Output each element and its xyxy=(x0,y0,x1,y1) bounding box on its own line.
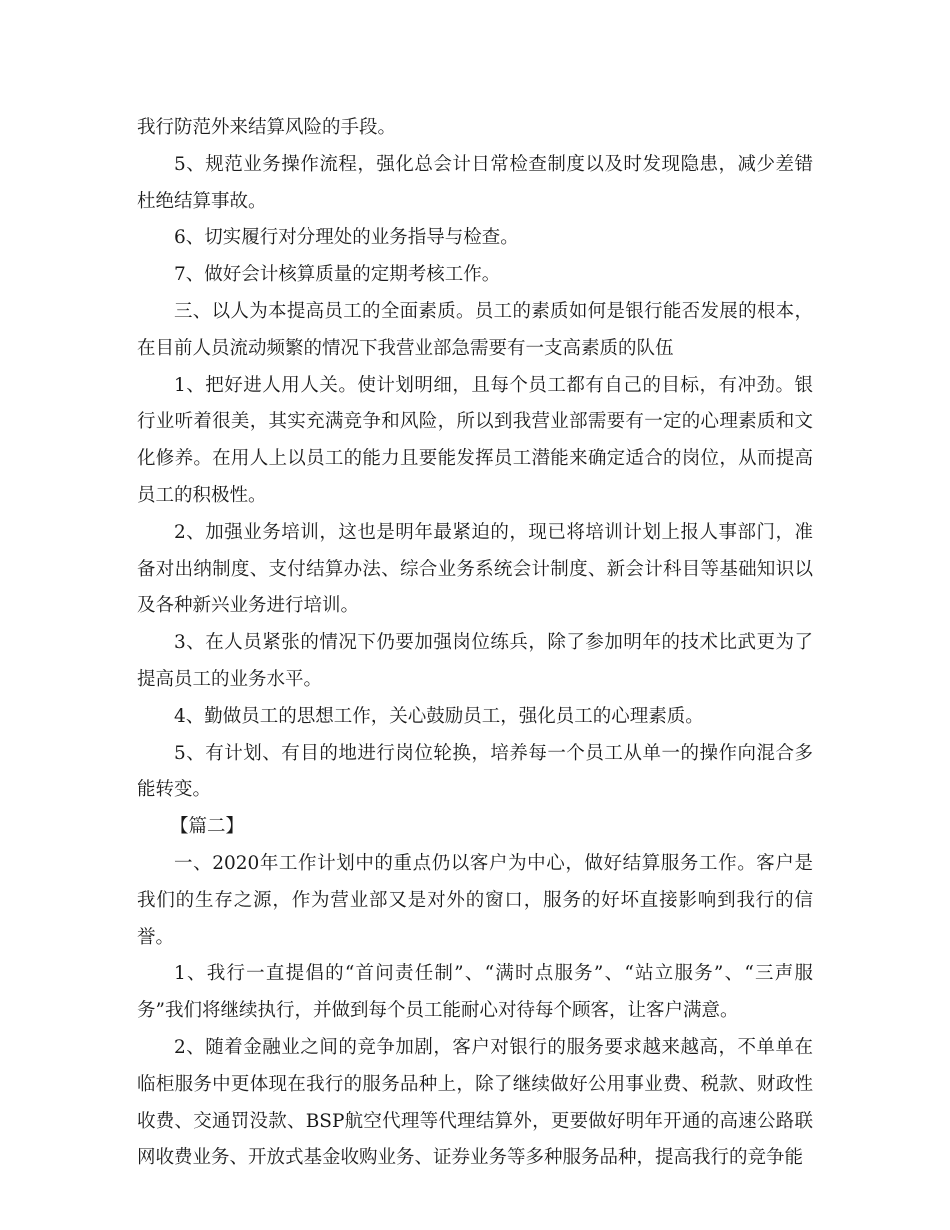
paragraph-item-6-guidance: 6、切实履行对分理处的业务指导与检查。 xyxy=(174,227,519,249)
paragraph-item-7-assessment: 7、做好会计核算质量的定期考核工作。 xyxy=(174,264,501,286)
paragraph-item-3-practice: 3、在人员紧张的情况下仍要加强岗位练兵，除了参加明年的技术比武更为了提高员工的业务水平。 xyxy=(137,632,813,690)
section-heading-three: 三、以人为本提高员工的全面素质。员工的素质如何是银行能否发展的根本，在目前人员流动频繁的情况下我营业部急需要有一支高素质的队伍 xyxy=(137,300,813,359)
section-heading-one: 一、2020年工作计划中的重点仍以客户为中心，做好结算服务工作。客户是我们的生存之源，作为营业部又是对外的窗口，服务的好坏直接影响到我行的信誉。 xyxy=(137,852,813,948)
document-body xyxy=(137,110,813,1177)
paragraph-continuation: 我行防范外来结算风险的手段。 xyxy=(137,117,397,138)
part-two-heading: 【篇二】 xyxy=(170,816,245,838)
paragraph-item-5-rotation: 5、有计划、有目的地进行岗位轮换，培养每一个员工从单一的操作向混合多能转变。 xyxy=(137,742,813,801)
paragraph-item-1-hiring: 1、把好进人用人关。使计划明细，且每个员工都有自己的目标，有冲劲。银行业听着很美，其实充满竞争和风险，所以到我营业部需要有一定的心理素质和文化修养。在用人上以员工的能力且要能发挥员工潜能来确定适合的岗位，从而提高员工的积极性。 xyxy=(137,374,813,506)
paragraph-item-2-training: 2、加强业务培训，这也是明年最紧迫的，现已将培训计划上报人事部门，准备对出纳制度、支付结算办法、综合业务系统会计制度、新会计科目等基础知识以及各种新兴业务进行培训。 xyxy=(137,521,813,617)
paragraph-item-4-morale: 4、勤做员工的思想工作，关心鼓励员工，强化员工的心理素质。 xyxy=(174,705,704,727)
paragraph-item-2-competition: 2、随着金融业之间的竞争加剧，客户对银行的服务要求越来越高，不单单在临柜服务中更体现在我行的服务品种上，除了继续做好公用事业费、税款、财政性收费、交通罚没款、BSP航空代理等代理结算外，更要做好明年开通的高速公路联网收费业务、开放式基金收购业务、证券业务等多种服务品种，提高我行的竞争能 xyxy=(137,1036,813,1169)
paragraph-item-1-service: 1、我行一直提倡的“首问责任制”、“满时点服务”、“站立服务”、“三声服务”我们将继续执行，并做到每个员工能耐心对待每个顾客，让客户满意。 xyxy=(137,963,813,1022)
paragraph-item-5-procedures: 5、规范业务操作流程，强化总会计日常检查制度以及时发现隐患，减少差错杜绝结算事故。 xyxy=(137,153,813,212)
